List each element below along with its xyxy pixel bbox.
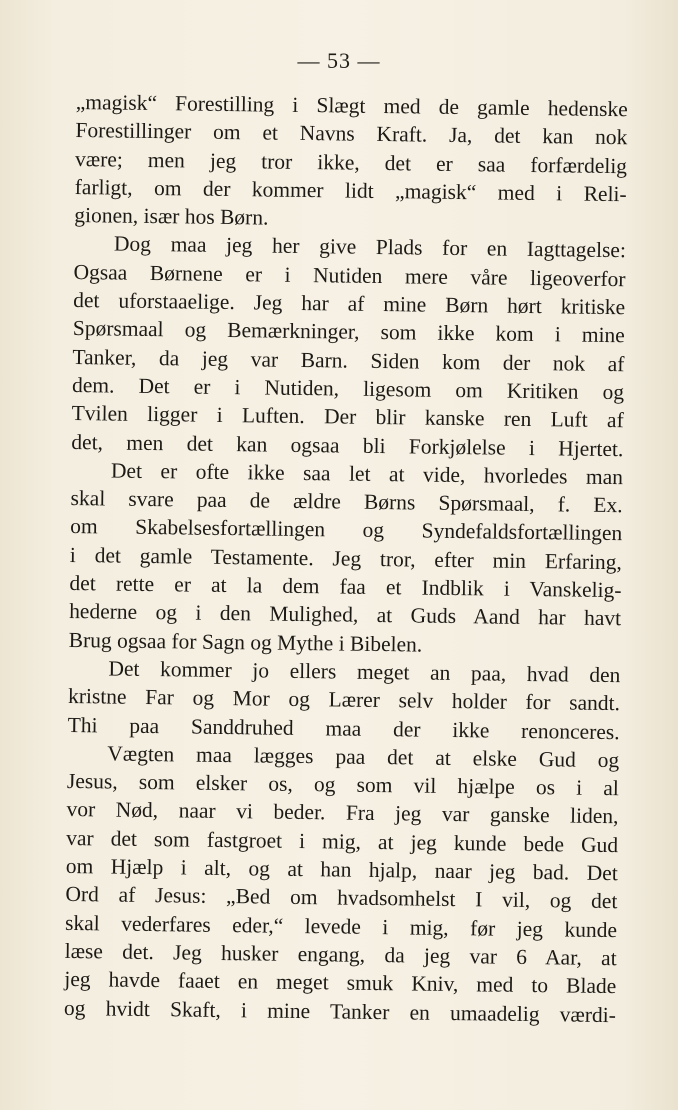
text-line: være; men jeg tror ikke, det er saa forfærdelig xyxy=(74,146,628,178)
text-line: om Skabelsesfortællingen og Syndefaldsfortællingen xyxy=(70,514,623,546)
text-line: det uforstaaelige. Jeg har af mine Børn hørt kritiske xyxy=(73,288,626,320)
page-number: — 53 — xyxy=(297,48,381,73)
text-line: skal vederfares eder,“ levede i mig, før jeg kunde xyxy=(64,910,618,942)
text-line: Ogsaa Børnene er i Nutiden mere våre ligeoverfor xyxy=(73,259,626,291)
paragraph-start: Dog maa jeg her give Plads for en Iagttagelse: xyxy=(113,231,627,263)
text-line: læse det. Jeg husker engang, da jeg var 6 Aar, at xyxy=(64,938,617,971)
text-line: Tanker, da jeg var Barn. Siden kom der nok af xyxy=(72,344,625,376)
text-line: Jesus, som elsker os, og som vil hjælpe os i al xyxy=(66,769,620,801)
text-line: vor Nød, naar vi beder. Fra jeg var ganske liden, xyxy=(66,797,619,829)
text-line: i det gamle Testamente. Jeg tror, efter min Erfaring, xyxy=(69,542,623,574)
text-line: Tvilen ligger i Luften. Der blir kanske ren Luft af xyxy=(71,401,624,433)
text-line: „magisk“ Forestilling i Slægt med de gamle hedenske xyxy=(75,89,628,122)
text-line: Spørsmaal og Bemærkninger, som ikke kom i mine xyxy=(72,316,625,348)
text-line: det, men det kan ogsaa bli Forkjølelse i Hjertet. xyxy=(71,429,624,461)
text-line: Thi paa Sanddruhed maa der ikke renonceres. xyxy=(67,712,620,744)
paragraph-start: Det er ofte ikke saa let at vide, hvorledes man xyxy=(110,458,624,490)
text-line: hederne og i den Mulighed, at Guds Aand har havt xyxy=(68,599,622,631)
text-line: det rette er at la dem faa et Indblik i Vanskelig- xyxy=(69,571,622,603)
text-line: Forestillinger om et Navns Kraft. Ja, det kan nok xyxy=(75,118,628,150)
text-line: om Hjælp i alt, og at han hjalp, naar jeg bad. Det xyxy=(65,853,618,886)
text-line: gionen, især hos Børn. xyxy=(74,203,269,230)
text-line: og hvidt Skaft, i mine Tanker en umaadelig værdi- xyxy=(63,995,617,1027)
body-text xyxy=(64,88,628,1029)
text-line: jeg havde faaet en meget smuk Kniv, med to Blade xyxy=(64,967,617,999)
text-line: skal svare paa de ældre Børns Spørsmaal, f. Ex. xyxy=(70,486,623,518)
text-line: kristne Far og Mor og Lærer selv holder for sandt. xyxy=(67,684,621,716)
paragraph-start: Det kommer jo ellers meget an paa, hvad den xyxy=(108,656,621,688)
paragraph-start: Vægten maa lægges paa det at elske Gud og xyxy=(107,741,620,772)
text-line: farligt, om der kommer lidt „magisk“ med i Reli- xyxy=(74,174,627,207)
text-line: dem. Det er i Nutiden, ligesom om Kritiken og xyxy=(71,372,625,405)
text-line: Ord af Jesus: „Bed om hvadsomhelst I vil, og det xyxy=(65,882,618,914)
text-line: var det som fastgroet i mig, at jeg kunde bede Gud xyxy=(66,825,619,857)
text-line: Brug ogsaa for Sagn og Mythe i Bibelen. xyxy=(68,627,423,657)
